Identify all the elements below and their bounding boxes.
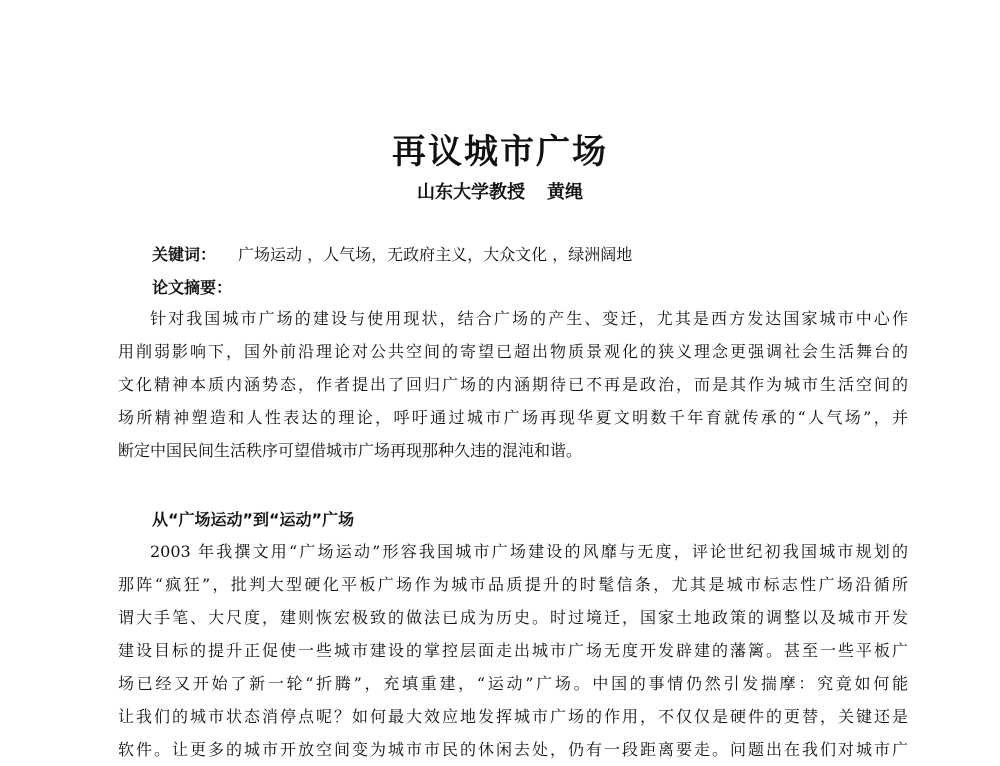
body-paragraph: [118, 535, 908, 766]
author-name: 黄绳: [547, 182, 583, 203]
body-line: 谓大手笔、大尺度，建则恢宏极致的做法已成为历史。时过境迁，国家土地政策的调整以及城市开发: [118, 608, 908, 627]
abstract-line: 断定中国民间生活秩序可望借城市广场再现那种久违的混沌和谐。: [118, 441, 583, 460]
abstract-line: 场所精神塑造和人性表达的理论，呼吁通过城市广场再现华夏文明数千年育就传承的“人气场”，并: [118, 408, 908, 427]
body-line: 场已经又开始了新一轮“折腾”，充填重建，“运动”广场。中国的事情仍然引发揣摩：究竟如何能: [118, 674, 908, 693]
abstract-line: 用削弱影响下，国外前沿理论对公共空间的寄望已超出物质景观化的狭义理念更强调社会生活舞台的: [118, 342, 908, 361]
abstract-label: 论文摘要：: [152, 278, 233, 297]
abstract-paragraph: [118, 302, 908, 467]
body-line: 建设目标的提升正促使一些城市建设的掌控层面走出城市广场无度开发辟建的藩篱。甚至一些平板广: [118, 641, 908, 660]
section-heading: 从“广场运动”到“运动”广场: [152, 510, 355, 529]
body-line: 那阵“疯狂”，批判大型硬化平板广场作为城市品质提升的时髦信条，尤其是城市标志性广场沿循所: [118, 575, 908, 594]
abstract-line: 文化精神本质内涵势态，作者提出了回归广场的内涵期待已不再是政治，而是其作为城市生活空间的: [118, 375, 908, 394]
author-line: [0, 178, 1000, 204]
keywords-text: 广场运动 ，人气场，无政府主义，大众文化 ，绿洲阔地: [238, 245, 633, 264]
keywords-label: 关键词：: [152, 245, 217, 264]
author-affiliation: 山东大学教授: [417, 182, 525, 203]
paper-title: 再议城市广场: [392, 132, 608, 172]
body-line: 2003 年我撰文用“广场运动”形容我国城市广场建设的风靡与无度，评论世纪初我国城市规划的: [150, 542, 908, 561]
body-line: 让我们的城市状态消停点呢？如何最大效应地发挥城市广场的作用，不仅仅是硬件的更替，关键还是: [118, 707, 908, 726]
body-line: 软件。让更多的城市开放空间变为城市市民的休闲去处，仍有一段距离要走。问题出在我们对城市广: [118, 740, 908, 759]
keywords-line: [152, 242, 632, 265]
abstract-line: 针对我国城市广场的建设与使用现状，结合广场的产生、变迁，尤其是西方发达国家城市中心作: [150, 309, 908, 328]
